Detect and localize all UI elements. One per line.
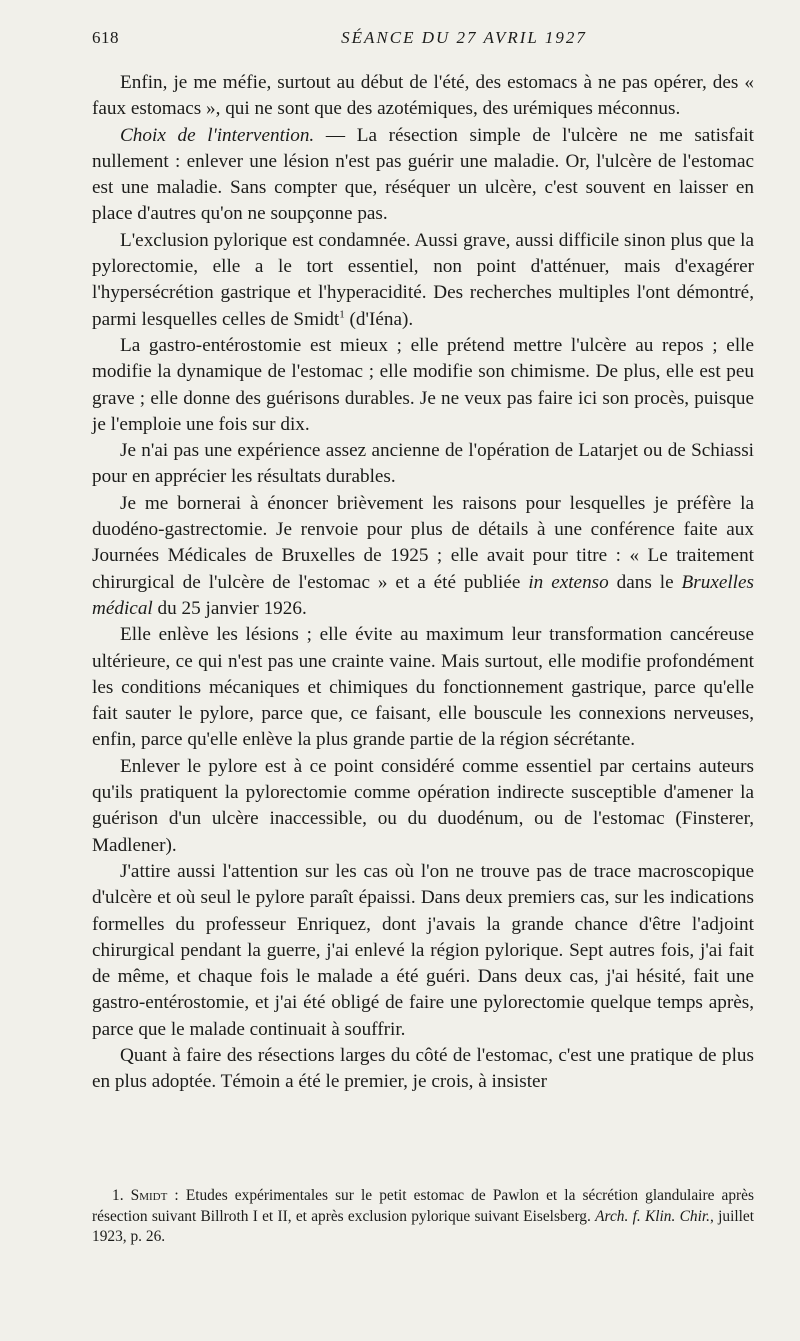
paragraph-6-after: du 25 janvier 1926. — [152, 597, 307, 619]
paragraph-3 — [92, 228, 754, 333]
paragraph-1: Enfin, je me méfie, surtout au début de l'été, des estomacs à ne pas opérer, des « faux estomacs », qui ne sont que des azotémiques, des urémiques méconnus. — [92, 72, 754, 120]
footnote-journal: Arch. f. Klin. Chir. — [595, 1207, 710, 1225]
footnote-number: 1. — [112, 1187, 124, 1204]
paragraph-6-mid: dans le — [608, 571, 682, 593]
paragraph-6-italic-journal: Bruxelles médical — [92, 571, 754, 619]
paragraph-4: La gastro-entérostomie est mieux ; elle prétend mettre l'ulcère au repos ; elle modifie la dynamique de l'estomac ; elle modifie son chimisme. De plus, elle est peu grave ; elle donne des guérisons durables. Je ne veux pas faire ici son procès, puisque je l'emploie une fois sur dix. — [92, 334, 754, 435]
paragraph-8: Enlever le pylore est à ce point considéré comme essentiel par certains auteurs qu'ils pratiquent la pylorectomie comme opération indirecte susceptible d'amener la guérison d'un ulcère inaccessible, ou du duodénum, ou de l'estomac (Finsterer, Madlener). — [92, 755, 754, 856]
paragraph-9: J'attire aussi l'attention sur les cas où l'on ne trouve pas de trace macroscopique d'ulcère et où seul le pylore paraît épaissi. Dans deux premiers cas, sur les indications formelles du professeur Enriquez, dont j'avais la grande chance d'être l'adjoint chirurgical pendant la guerre, j'ai enlevé la région pylorique. Sept autres fois, j'ai fait de même, et chaque fois le malade a été guéri. Dans deux cas, j'ai hésité, fait une gastro-entérostomie, et j'ai été obligé de faire une pylorectomie quelque temps après, parce que le malade continuait à souffrir. — [92, 860, 754, 1040]
footnote-ref-1: 1 — [339, 308, 345, 321]
section-heading-choix: Choix de l'intervention. — [120, 124, 315, 146]
page-number: 618 — [92, 28, 119, 47]
footnote-author: Smidt — [130, 1187, 168, 1204]
footnote-text-before: : Etudes expérimentales sur le petit estomac de Pawlon et la sécrétion glandulaire après résection suivant Billroth I et II, et après exclusion pylorique suivant Eiselsberg. — [92, 1187, 754, 1225]
footnote-text-after: , juillet 1923, p. 26. — [92, 1207, 755, 1245]
paragraph-2 — [92, 123, 754, 228]
paragraph-6-before: Je me bornerai à énoncer brièvement les raisons pour lesquelles je préfère la duodéno-gastrectomie. Je renvoie pour plus de détails à une conférence faite aux Journées Médicales de Bruxelles de 1925 ; elle avait pour titre : « Le traitement chirurgical de l'ulcère de l'estomac » et a été publiée — [92, 492, 754, 593]
paragraph-3-after: (d'Iéna). — [344, 308, 414, 330]
running-head: SÉANCE DU 27 AVRIL 1927 — [341, 28, 587, 47]
paragraph-2-text: — La résection simple de l'ulcère ne me satisfait nullement : enlever une lésion n'est pas guérir une maladie. Or, l'ulcère de l'estomac est une maladie. Sans compter que, réséquer un ulcère, c'est souvent en laisser en place d'autres qu'on ne soupçonne pas. — [92, 124, 754, 225]
paragraph-5: Je n'ai pas une expérience assez ancienne de l'opération de Latarjet ou de Schiassi pour en apprécier les résultats durables. — [92, 440, 754, 488]
paragraph-3-before: L'exclusion pylorique est condamnée. Aussi grave, aussi difficile sinon plus que la pylorectomie, elle a le tort essentiel, non point d'atténuer, mais d'exagérer l'hypersécrétion gastrique et l'hyperacidité. Des recherches multiples l'ont démontré, parmi lesquelles celles de Smidt — [92, 229, 754, 330]
footnote-1 — [92, 1186, 754, 1248]
body-text — [92, 70, 754, 1096]
page-header — [92, 28, 756, 56]
paragraph-10: Quant à faire des résections larges du côté de l'estomac, c'est une pratique de plus en plus adoptée. Témoin a été le premier, je crois, à insister — [92, 1044, 754, 1093]
paragraph-6-italic-extenso: in extenso — [528, 571, 609, 593]
paragraph-6 — [92, 491, 754, 622]
paragraph-7: Elle enlève les lésions ; elle évite au maximum leur transformation cancéreuse ultérieure, ce qui n'est pas une crainte vaine. Mais surtout, elle modifie profondément les conditions mécaniques et chimiques du fonctionnement gastrique, parce qu'elle fait sauter le pylore, parce que, ce faisant, elle bouscule les connexions nerveuses, enfin, parce qu'elle enlève la plus grande partie de la région sécrétante. — [92, 624, 754, 751]
